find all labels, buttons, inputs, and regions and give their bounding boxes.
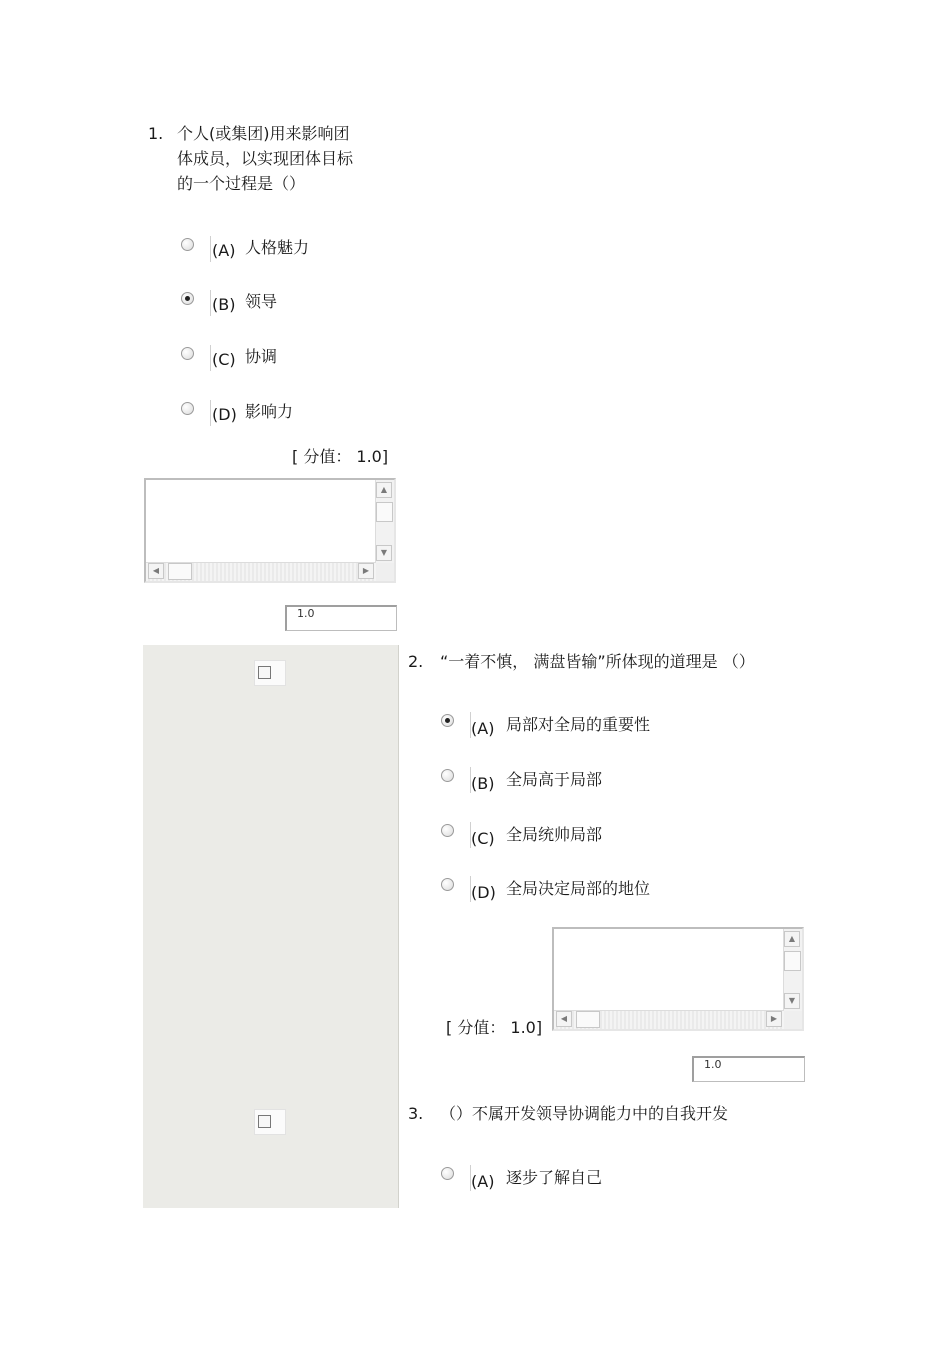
comment-textarea[interactable] (552, 927, 804, 1031)
horizontal-scrollbar[interactable] (146, 562, 376, 581)
horizontal-scrollbar[interactable] (554, 1010, 784, 1029)
question-number: 3. (408, 1104, 424, 1123)
option-d-letter: (D) (471, 883, 496, 902)
scroll-up-icon[interactable]: ▲ (784, 931, 800, 947)
divider (210, 345, 211, 371)
resize-corner[interactable] (376, 563, 394, 581)
scroll-left-icon[interactable]: ◀ (556, 1011, 572, 1027)
divider (210, 400, 211, 426)
option-c-letter: (C) (471, 829, 495, 848)
option-c-letter: (C) (212, 350, 236, 369)
option-a-radio[interactable] (181, 238, 194, 251)
score-input[interactable]: 1.0 (285, 605, 397, 631)
scroll-down-icon[interactable]: ▼ (784, 993, 800, 1009)
option-a-radio[interactable] (441, 1167, 454, 1180)
option-d-radio[interactable] (181, 402, 194, 415)
option-d-radio[interactable] (441, 878, 454, 891)
scroll-down-icon[interactable]: ▼ (376, 545, 392, 561)
option-b-text: 全局高于局部 (506, 770, 603, 789)
scroll-thumb[interactable] (784, 951, 801, 971)
option-d-text: 全局决定局部的地位 (506, 879, 651, 898)
mark-checkbox[interactable] (258, 666, 271, 679)
comment-textarea[interactable] (144, 478, 396, 583)
option-a-text: 局部对全局的重要性 (506, 715, 651, 734)
question-3-mark-box[interactable] (254, 1109, 286, 1135)
option-a-text: 逐步了解自己 (506, 1168, 603, 1187)
option-d-text: 影响力 (245, 402, 294, 421)
divider (210, 290, 211, 316)
question-stem-line: 个人(或集团)用来影响团 (177, 124, 350, 143)
question-stem-line: 体成员，以实现团体目标 (177, 149, 354, 168)
option-c-text: 协调 (245, 347, 278, 366)
option-a-text: 人格魅力 (245, 238, 310, 257)
option-b-radio[interactable] (181, 292, 194, 305)
option-b-text: 领导 (245, 292, 278, 311)
option-b-letter: (B) (212, 295, 236, 314)
scroll-right-icon[interactable]: ▶ (358, 563, 374, 579)
question-number: 2. (408, 652, 424, 671)
scroll-right-icon[interactable]: ▶ (766, 1011, 782, 1027)
option-a-letter: (A) (471, 1172, 495, 1191)
divider (210, 236, 211, 262)
scroll-thumb[interactable] (168, 563, 192, 580)
question-number: 1. (148, 124, 164, 143)
scroll-left-icon[interactable]: ◀ (148, 563, 164, 579)
score-label: [ 分值： 1.0] (446, 1018, 543, 1037)
option-c-text: 全局统帅局部 (506, 825, 603, 844)
resize-corner[interactable] (784, 1011, 802, 1029)
question-stem-line: 的一个过程是（） (177, 174, 306, 193)
option-c-radio[interactable] (181, 347, 194, 360)
option-a-letter: (A) (212, 241, 236, 260)
score-label: [ 分值： 1.0] (292, 447, 389, 466)
option-d-letter: (D) (212, 405, 237, 424)
scroll-thumb[interactable] (576, 1011, 600, 1028)
option-b-radio[interactable] (441, 769, 454, 782)
option-a-letter: (A) (471, 719, 495, 738)
vertical-scrollbar[interactable] (375, 480, 394, 563)
score-input[interactable]: 1.0 (692, 1056, 805, 1082)
question-stem: （）不属开发领导协调能力中的自我开发 (440, 1104, 729, 1123)
option-c-radio[interactable] (441, 824, 454, 837)
question-2-mark-box[interactable] (254, 660, 286, 686)
option-b-letter: (B) (471, 774, 495, 793)
vertical-scrollbar[interactable] (783, 929, 802, 1011)
option-a-radio[interactable] (441, 714, 454, 727)
mark-checkbox[interactable] (258, 1115, 271, 1128)
scroll-up-icon[interactable]: ▲ (376, 482, 392, 498)
question-stem: “一着不慎， 满盘皆输”所体现的道理是 （） (440, 652, 755, 671)
scroll-thumb[interactable] (376, 502, 393, 522)
